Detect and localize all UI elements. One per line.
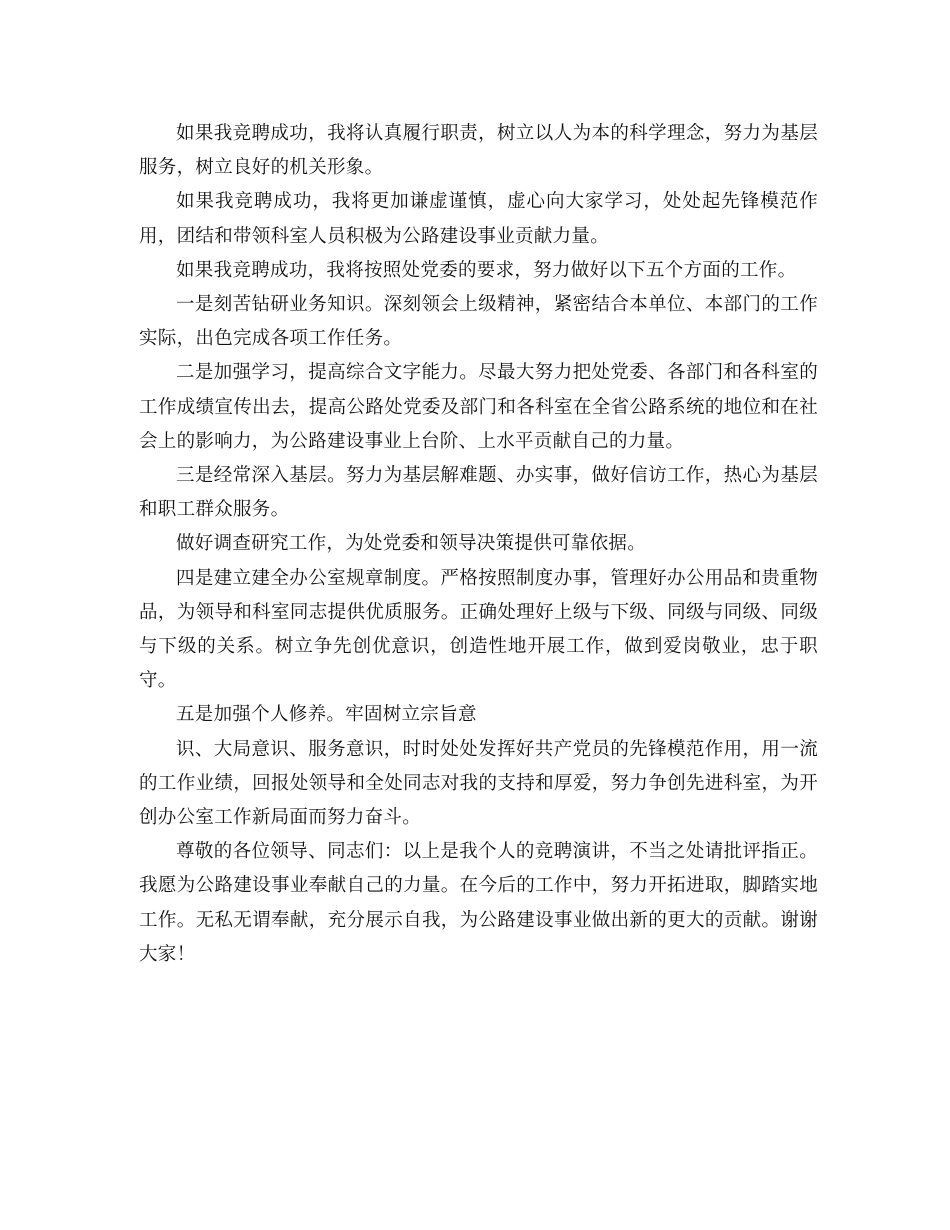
paragraph-3: 如果我竞聘成功，我将按照处党委的要求，努力做好以下五个方面的工作。 [176,259,797,281]
paragraph-9: 五是加强个人修养。牢固树立宗旨意 [176,704,477,726]
paragraph-7: 做好调查研究工作，为处党委和领导决策提供可靠依据。 [176,533,647,555]
paragraph-4: 一是刻苦钻研业务知识。深刻领会上级精神，紧密结合本单位、本部门的工作实际，出色完成各项工作任务。 [139,294,818,350]
paragraph-1: 如果我竞聘成功，我将认真履行职责，树立以人为本的科学理念，努力为基层服务，树立良好的机关形象。 [139,123,818,179]
paragraph-11: 尊敬的各位领导、同志们：以上是我个人的竞聘演讲，不当之处请批评指正。我愿为公路建设事业奉献自己的力量。在今后的工作中，努力开拓进取，脚踏实地工作。无私无谓奉献，充分展示自我，为公路建设事业做出新的更大的贡献。谢谢大家！ [139,841,818,965]
paragraph-5: 二是加强学习，提高综合文字能力。尽最大努力把处党委、各部门和各科室的工作成绩宣传出去，提高公路处党委及部门和各科室在全省公路系统的地位和在社会上的影响力，为公路建设事业上台阶、上水平贡献自己的力量。 [139,362,818,452]
paragraph-2: 如果我竞聘成功，我将更加谦虚谨慎，虚心向大家学习，处处起先锋模范作用，团结和带领科室人员积极为公路建设事业贡献力量。 [139,191,818,247]
paragraph-8: 四是建立建全办公室规章制度。严格按照制度办事，管理好办公用品和贵重物品，为领导和科室同志提供优质服务。正确处理好上级与下级、同级与同级、同级与下级的关系。树立争先创优意识，创造性地开展工作，做到爱岗敬业，忠于职守。 [139,567,818,692]
paragraph-6: 三是经常深入基层。努力为基层解难题、办实事，做好信访工作，热心为基层和职工群众服务。 [139,465,818,521]
document-body [139,117,818,972]
paragraph-10: 识、大局意识、服务意识，时时处处发挥好共产党员的先锋模范作用，用一流的工作业绩，回报处领导和全处同志对我的支持和厚爱，努力争创先进科室，为开创办公室工作新局面而努力奋斗。 [139,738,818,829]
